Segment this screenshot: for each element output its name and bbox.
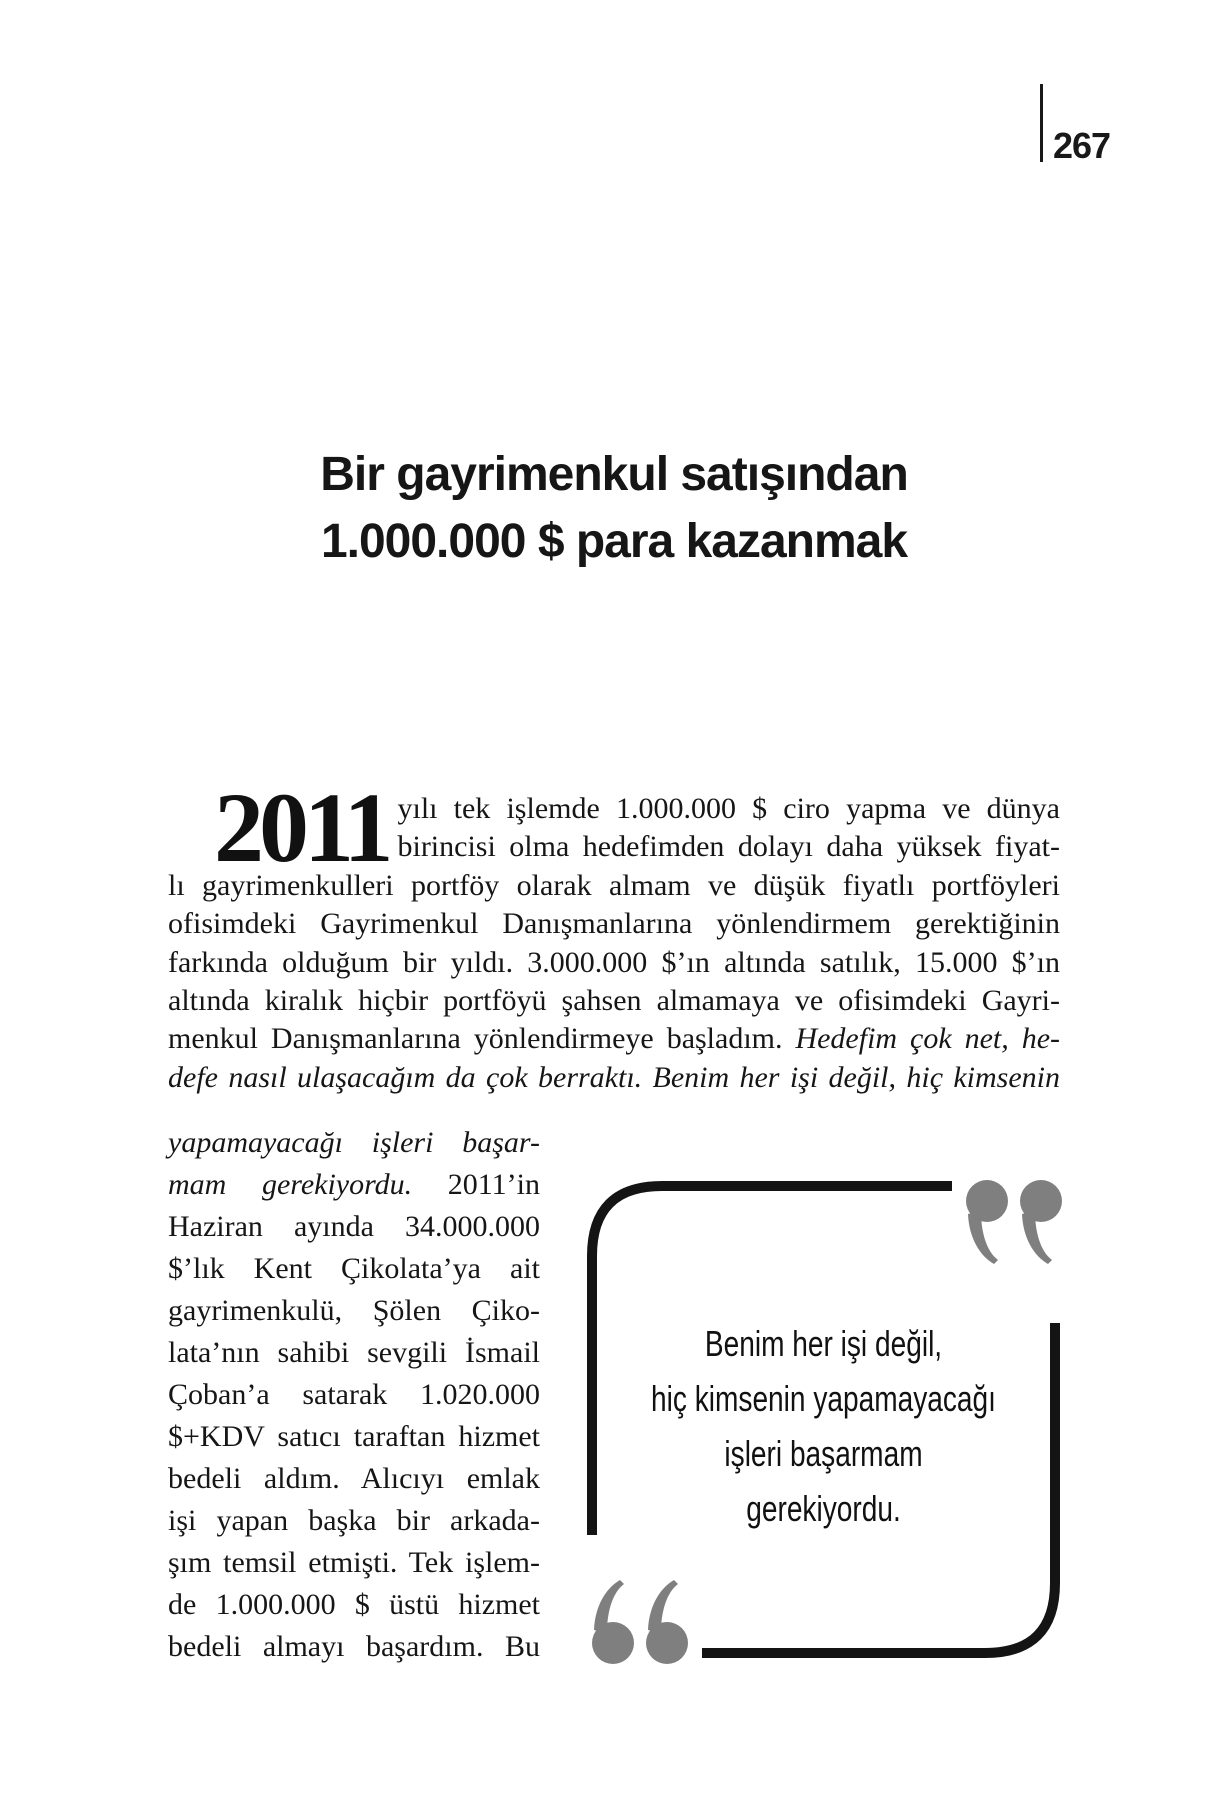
body-line xyxy=(168,1020,1060,1058)
text-segment: bedeli almayı başardım. Bu xyxy=(168,1630,540,1663)
opening-double-quote-icon xyxy=(590,1580,690,1666)
text-segment: işi yapan başka bir arkada- xyxy=(168,1504,540,1537)
pull-quote-line: gerekiyordu. xyxy=(746,1488,901,1529)
body-line xyxy=(168,982,1060,1020)
pull-quote-line: işleri başarmam xyxy=(724,1433,923,1474)
text-segment: ofisimdeki Gayrimenkul Danışmanlarına yönlendirmem gerektiğinin xyxy=(168,907,1060,941)
intro-paragraph xyxy=(168,772,1061,1097)
pull-quote-text xyxy=(639,1316,1008,1536)
text-segment: bedeli aldım. Alıcıyı emlak xyxy=(168,1462,540,1495)
text-segment: $’lık Kent Çikolata’ya ait xyxy=(168,1252,540,1285)
body-line xyxy=(168,1122,540,1164)
body-line xyxy=(168,1059,1060,1097)
chapter-title-line: Bir gayrimenkul satışından xyxy=(320,448,908,501)
text-segment: 2011’in xyxy=(447,1168,540,1201)
italic-text-segment: Hedefim çok net, he- xyxy=(795,1022,1061,1056)
body-line xyxy=(168,1332,540,1374)
text-segment: lata’nın sahibi sevgili İsmail xyxy=(168,1336,540,1369)
body-line xyxy=(168,1374,540,1416)
body-line xyxy=(168,905,1060,943)
text-segment: lı gayrimenkulleri portföy olarak almam ve düşük fiyatlı portföyleri xyxy=(168,868,1060,902)
body-line xyxy=(168,867,1060,905)
text-segment: altında kiralık hiçbir portföyü şahsen almamaya ve ofisimdeki Gayri- xyxy=(168,983,1060,1017)
pull-quote-line: hiç kimsenin yapamayacağı xyxy=(651,1378,996,1419)
text-segment: $+KDV satıcı taraftan hizmet xyxy=(168,1420,540,1453)
text-segment: menkul Danışmanlarına yönlendirmeye başladım. xyxy=(168,1022,796,1056)
text-segment: de 1.000.000 $ üstü hizmet xyxy=(168,1588,540,1621)
drop-cap: 2011 xyxy=(214,772,389,883)
italic-text-segment: mam gerekiyordu. xyxy=(168,1168,448,1201)
italic-text-segment: defe nasıl ulaşacağım da çok berraktı. Benim her işi değil, hiç kimsenin xyxy=(168,1060,1060,1094)
body-line xyxy=(168,944,1060,982)
text-segment: birincisi olma hedefimden dolayı daha yüksek fiyat- xyxy=(397,830,1060,864)
closing-double-quote-icon xyxy=(964,1178,1064,1264)
text-segment: Çoban’a satarak 1.020.000 xyxy=(168,1378,540,1411)
pull-quote-box xyxy=(587,1181,1060,1658)
chapter-title xyxy=(164,441,1064,575)
body-line xyxy=(168,1584,540,1626)
body-line xyxy=(168,1206,540,1248)
body-line xyxy=(168,1626,540,1668)
body-line xyxy=(168,1500,540,1542)
pull-quote-line: Benim her işi değil, xyxy=(704,1323,943,1364)
text-segment: yılı tek işlemde 1.000.000 $ ciro yapma ve dünya xyxy=(397,792,1060,825)
italic-text-segment: yapamayacağı işleri başar- xyxy=(168,1126,540,1159)
body-line xyxy=(168,1164,540,1206)
page-number: 267 xyxy=(1053,125,1111,166)
text-segment: farkında olduğum bir yıldı. 3.000.000 $’ın altında satılık, 15.000 $’ın xyxy=(168,945,1060,979)
text-segment: Haziran ayında 34.000.000 xyxy=(168,1210,540,1243)
body-line xyxy=(168,1248,540,1290)
folio xyxy=(1040,84,1130,168)
left-column xyxy=(168,1122,540,1668)
body-line xyxy=(168,1290,540,1332)
body-line xyxy=(168,1458,540,1500)
folio-rule xyxy=(1040,84,1043,162)
body-line xyxy=(168,1542,540,1584)
chapter-title-line: 1.000.000 $ para kazanmak xyxy=(320,515,908,568)
text-segment: şım temsil etmişti. Tek işlem- xyxy=(168,1546,540,1579)
body-line xyxy=(168,1416,540,1458)
text-segment: gayrimenkulü, Şölen Çiko- xyxy=(168,1294,540,1327)
